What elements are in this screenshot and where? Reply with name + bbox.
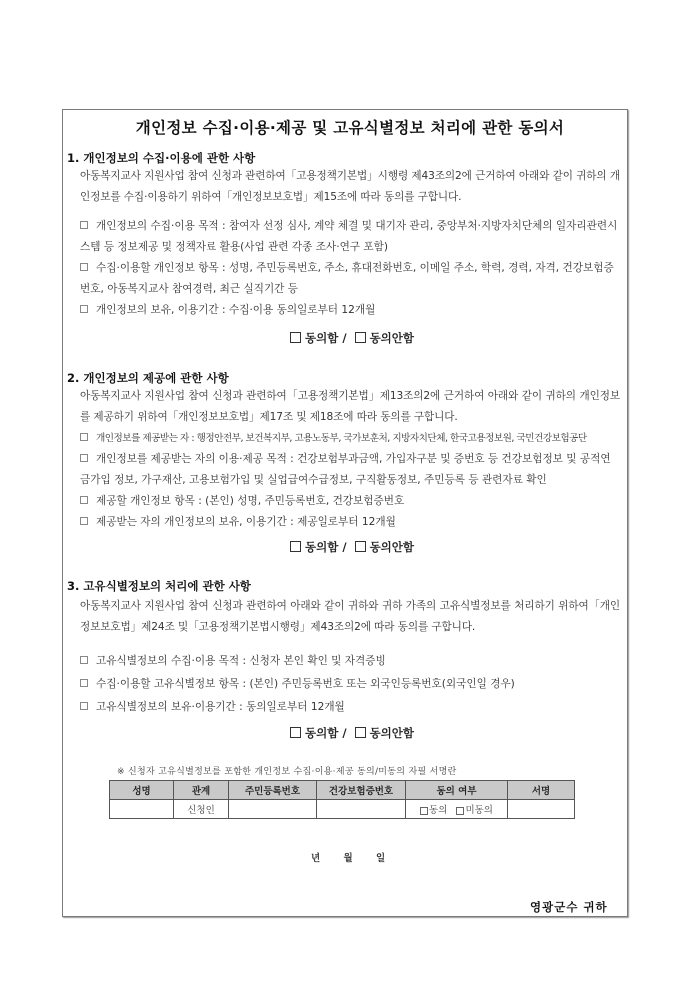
- bullet-box-icon: [80, 221, 88, 229]
- bullet-box-icon: [80, 305, 88, 313]
- item-text: 수집·이용할 고유식별정보 항목 : (본인) 주민등록번호 또는 외국인등록번호(외국인일 경우): [96, 678, 515, 690]
- col-consent: 동의 여부: [406, 781, 508, 800]
- disagree-label: 동의안함: [369, 540, 414, 554]
- section-3-consent: [0, 725, 700, 741]
- bullet-box-icon: [80, 454, 88, 462]
- section-3-item-2: [80, 674, 620, 695]
- section-2-intro: 아동복지교사 지원사업 참여 신청과 관련하여「고용정책기본법」제13조의2에 근거하여 아래와 같이 귀하의 개인정보를 제공하기 위하여「개인정보보호법」제17조 및 제18조에 따라 동의를 구합니다.: [80, 390, 620, 423]
- disagree-checkbox[interactable]: [456, 807, 464, 815]
- item-text: 제공받는 자의 개인정보의 보유, 이용기간 : 제공일로부터 12개월: [96, 516, 396, 528]
- col-signature: 서명: [508, 781, 575, 800]
- item-text: 개인정보를 제공받는 자의 이용·제공 목적 : 건강보험부과금액, 가입자구분 및 증번호 등 건강보험정보 및 공적연금가입 정보, 가구재산, 고용보험가입 및 실업급여수급정보, 구직활동정보, 주민등록 등 관련자료 확인: [80, 453, 611, 486]
- agree-checkbox[interactable]: [420, 807, 428, 815]
- section-3-item-1: [80, 651, 620, 672]
- health-no-cell[interactable]: [317, 800, 406, 819]
- day-label: 일: [376, 853, 386, 864]
- agree-checkbox[interactable]: [290, 541, 301, 552]
- section-2-consent: [0, 539, 700, 555]
- agree-checkbox[interactable]: [290, 332, 301, 343]
- disagree-checkbox[interactable]: [355, 727, 366, 738]
- section-2-item-1: [80, 428, 620, 449]
- bullet-box-icon: [80, 656, 88, 664]
- col-health-no: 건강보험증번호: [317, 781, 406, 800]
- month-label: 월: [343, 853, 353, 864]
- item-text: 고유식별정보의 보유·이용기간 : 동의일로부터 12개월: [96, 701, 345, 713]
- signature-cell[interactable]: [508, 800, 575, 819]
- name-cell[interactable]: [110, 800, 174, 819]
- section-1-item-3: [80, 300, 620, 321]
- bullet-box-icon: [80, 517, 88, 525]
- agree-label: 동의함: [305, 331, 339, 345]
- section-1-heading: 1. 개인정보의 수집·이용에 관한 사항: [67, 151, 256, 165]
- section-1-item-2: [80, 258, 620, 300]
- section-2-heading: 2. 개인정보의 제공에 관한 사항: [67, 371, 229, 385]
- bullet-box-icon: [80, 263, 88, 271]
- date-line: [311, 850, 405, 864]
- separator: /: [342, 331, 347, 345]
- signature-row: [110, 800, 575, 819]
- resident-no-cell[interactable]: [229, 800, 317, 819]
- consent-cell: [406, 800, 508, 819]
- section-2-item-2: [80, 449, 620, 491]
- col-name: 성명: [110, 781, 174, 800]
- bullet-box-icon: [80, 679, 88, 687]
- section-3-intro: 아동복지교사 지원사업 참여 신청과 관련하여 아래와 같이 귀하와 귀하 가족의 고유식별정보를 처리하기 위하여「개인정보보호법」제24조 및「고용정책기본법시행령」제43조의2에 따라 동의를 구합니다.: [80, 600, 620, 633]
- col-relation: 관계: [174, 781, 229, 800]
- item-text: 고유식별정보의 수집·이용 목적 : 신청자 본인 확인 및 자격증빙: [96, 655, 386, 667]
- separator: /: [342, 540, 347, 554]
- section-1-consent: [0, 330, 700, 346]
- bullet-box-icon: [80, 496, 88, 504]
- section-3-heading: 3. 고유식별정보의 처리에 관한 사항: [67, 579, 251, 593]
- addressee: 영광군수 귀하: [530, 900, 608, 914]
- signature-table: [109, 780, 575, 819]
- agree-checkbox[interactable]: [290, 727, 301, 738]
- signature-note: ※ 신청자 고유식별정보를 포함한 개인정보 수집·이용·제공 동의/미동의 자필 서명란: [117, 767, 457, 777]
- agree-label: 동의: [429, 805, 448, 816]
- bullet-box-icon: [80, 702, 88, 710]
- disagree-label: 동의안함: [369, 726, 414, 740]
- signature-header-row: [110, 781, 575, 800]
- section-2-item-3: [80, 491, 620, 512]
- separator: /: [342, 726, 347, 740]
- item-text: 수집·이용할 개인정보 항목 : 성명, 주민등록번호, 주소, 휴대전화번호, 이메일 주소, 학력, 경력, 자격, 건강보험증번호, 아동복지교사 참여경력, 최근 실직기간 등: [80, 262, 614, 295]
- agree-label: 동의함: [305, 726, 339, 740]
- section-2-item-4: [80, 512, 620, 533]
- document-title: 개인정보 수집·이용·제공 및 고유식별정보 처리에 관한 동의서: [135, 119, 565, 137]
- agree-label: 동의함: [305, 540, 339, 554]
- section-1-intro: 아동복지교사 지원사업 참여 신청과 관련하여「고용정책기본법」시행령 제43조의2에 근거하여 아래와 같이 귀하의 개인정보를 수집·이용하기 위하여「개인정보보호법」제15조에 따라 동의를 구합니다.: [80, 170, 620, 203]
- section-1-item-1: [80, 216, 620, 258]
- year-label: 년: [311, 853, 321, 864]
- disagree-checkbox[interactable]: [355, 332, 366, 343]
- col-resident-no: 주민등록번호: [229, 781, 317, 800]
- bullet-box-icon: [80, 433, 88, 441]
- disagree-checkbox[interactable]: [355, 541, 366, 552]
- disagree-label: 동의안함: [369, 331, 414, 345]
- item-text: 개인정보의 보유, 이용기간 : 수집·이용 동의일로부터 12개월: [96, 304, 376, 316]
- item-text: 제공할 개인정보 항목 : (본인) 성명, 주민등록번호, 건강보험증번호: [96, 495, 405, 507]
- item-text: 개인정보의 수집·이용 목적 : 참여자 선정 심사, 계약 체결 및 대기자 관리, 중앙부처·지방자치단체의 일자리관련시스템 등 정보제공 및 정책자료 활용(사업 관련 각종 조사·연구 포함): [80, 220, 618, 253]
- disagree-label: 미동의: [465, 805, 493, 816]
- item-text: 개인정보를 제공받는 자 : 행정안전부, 보건복지부, 고용노동부, 국가보훈처, 지방자치단체, 한국고용정보원, 국민건강보험공단: [96, 433, 587, 444]
- section-3-item-3: [80, 697, 620, 718]
- relation-cell: 신청인: [174, 800, 229, 819]
